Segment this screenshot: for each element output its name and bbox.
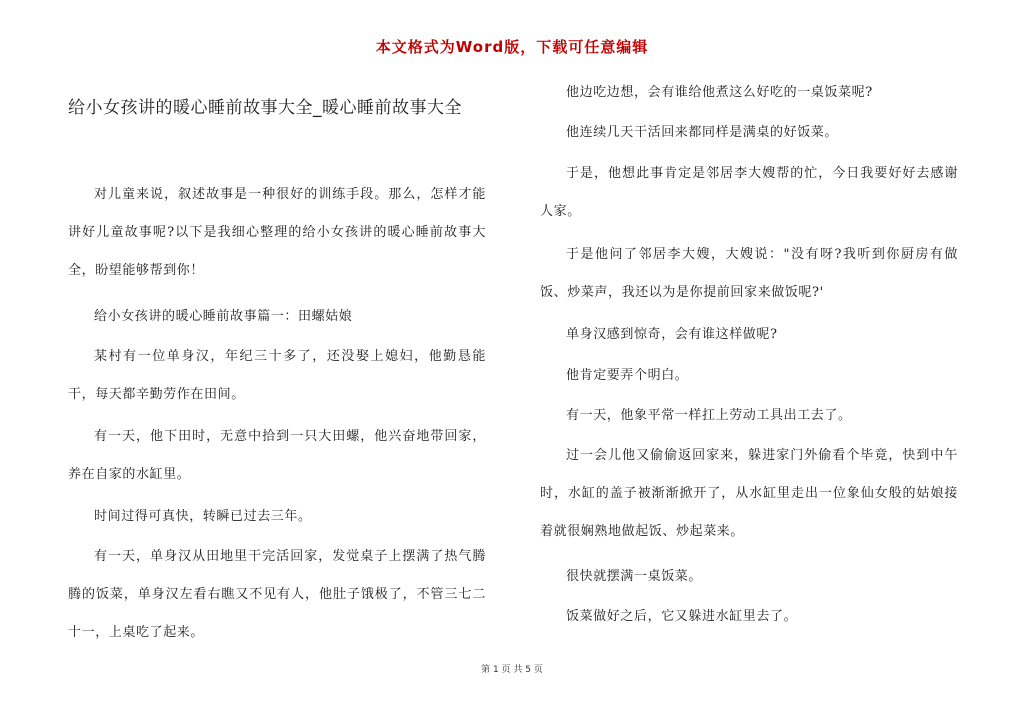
paragraph: 时间过得可真快，转瞬已过去三年。: [94, 509, 312, 524]
paragraph: 于是他问了邻居李大嫂，大嫂说："没有呀?我听到你厨房有做饭、炒菜声，我还以为是你提前回家来做饭呢?': [540, 247, 958, 300]
paragraph: 饭菜做好之后，它又躲进水缸里去了。: [566, 609, 798, 624]
page-footer: 第 1 页 共 5 页: [481, 665, 543, 675]
download-banner: 本文格式为Word版，下载可任意编辑: [375, 38, 649, 56]
paragraph: 对儿童来说，叙述故事是一种很好的训练手段。那么，怎样才能讲好儿童故事呢?以下是我细心整理的给小女孩讲的暖心睡前故事大全，盼望能够帮到你！: [68, 187, 486, 278]
paragraph: 某村有一位单身汉，年纪三十多了，还没娶上媳妇，他勤恳能干，每天都辛勤劳作在田间。: [68, 349, 486, 402]
document-title: 给小女孩讲的暖心睡前故事大全_暖心睡前故事大全: [68, 98, 462, 118]
paragraph: 单身汉感到惊奇，会有谁这样做呢?: [566, 327, 778, 342]
paragraph: 他肯定要弄个明白。: [566, 368, 689, 383]
paragraph: 过一会儿他又偷偷返回家来，躲进家门外偷看个毕竟，快到中午时，水缸的盖子被渐渐掀开了，从水缸里走出一位象仙女般的姑娘接着就很娴熟地做起饭、炒起菜来。: [540, 448, 958, 539]
paragraph: 他边吃边想，会有谁给他煮这么好吃的一桌饭菜呢?: [566, 85, 873, 100]
paragraph: 他连续几天干活回来都同样是满桌的好饭菜。: [566, 125, 839, 140]
paragraph: 有一天，他象平常一样扛上劳动工具出工去了。: [566, 408, 852, 423]
paragraph: 有一天，单身汉从田地里干完活回家，发觉桌子上摆满了热气腾腾的饭菜，单身汉左看右瞧又不见有人，他肚子饿极了，不管三七二十一，上桌吃了起来。: [68, 549, 486, 640]
paragraph: 于是，他想此事肯定是邻居李大嫂帮的忙，今日我要好好去感谢人家。: [540, 166, 958, 219]
paragraph: 有一天，他下田时，无意中拾到一只大田螺，他兴奋地带回家，养在自家的水缸里。: [68, 429, 486, 482]
paragraph: 很快就摆满一桌饭菜。: [566, 569, 703, 584]
paragraph: 给小女孩讲的暖心睡前故事篇一：田螺姑娘: [94, 309, 353, 324]
